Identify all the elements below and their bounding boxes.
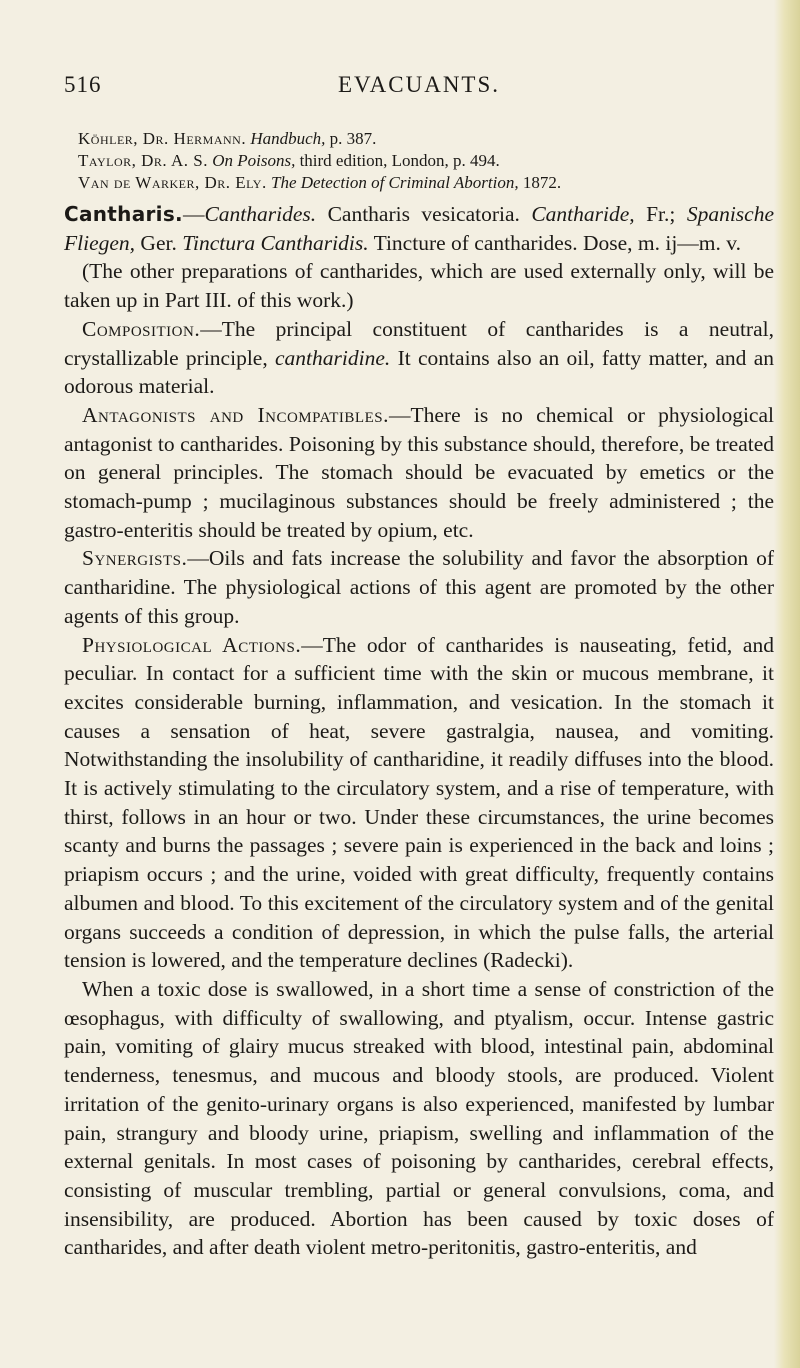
paragraph-synergists bbox=[64, 544, 774, 630]
synonym-text: Ger. bbox=[135, 230, 183, 255]
reference-author: Van de Warker, Dr. Ely. bbox=[78, 173, 267, 192]
synonym: Cantharides. bbox=[204, 202, 317, 226]
running-head: EVACUANTS. bbox=[337, 72, 501, 97]
page-number: 516 bbox=[64, 72, 102, 97]
reference-author: Taylor, Dr. A. S. bbox=[78, 151, 208, 170]
synonym: Tinctura Cantharidis. bbox=[182, 230, 369, 255]
synonym-text: Fr.; bbox=[634, 202, 687, 226]
paragraph-toxic-dose: When a toxic dose is swallowed, in a short time a sense of constriction of the œsophagus, with difficulty of swallowing, and ptyalism, occur. Intense gastric pain, vomiting of glairy mucus streaked with blood, intestinal pain, abdominal tenderness, tenesmus, and mucous and bloody stools, are produced. Violent irritation of the genito-urinary organs is also experienced, manifested by lumbar pain, strangury and bloody urine, priapism, swelling and inflammation of the external genitals. In most cases of poisoning by cantharides, cerebral effects, consisting of muscular trembling, partial or general convulsions, coma, and insensibility, are produced. Abortion has been caused by toxic doses of cantharides, and after death violent metro-peritonitis, gastro-enteritis, and bbox=[64, 976, 774, 1260]
paragraph-other-preparations: (The other preparations of cantharides, which are used externally only, will be taken up in Part III. of this work.) bbox=[64, 259, 774, 313]
reference-work: Handbuch, bbox=[250, 129, 326, 148]
paragraph-antagonists bbox=[64, 401, 774, 545]
section-heading: Composition. bbox=[82, 316, 201, 341]
reference-detail: 1872. bbox=[518, 173, 562, 192]
synonym: Cantharide, bbox=[531, 202, 635, 226]
paragraph-text: —The principal constituent of cantharides is a neutral, crystallizable principle, bbox=[64, 316, 774, 370]
paragraph-text: It contains also an oil, fatty matter, and an odorous material. bbox=[64, 345, 774, 399]
paragraph-composition bbox=[64, 315, 774, 401]
section-heading: Synergists. bbox=[82, 546, 188, 571]
reference-item bbox=[78, 150, 768, 172]
reference-detail: p. 387. bbox=[325, 129, 377, 148]
reference-item bbox=[78, 172, 768, 194]
page-header bbox=[64, 72, 774, 102]
paragraph-physiological-actions bbox=[64, 631, 774, 975]
reference-list bbox=[78, 128, 768, 194]
entry-title: Cantharis. bbox=[64, 202, 183, 226]
section-heading: Antagonists and Incompatibles. bbox=[82, 402, 389, 427]
synonym-text: Tincture of cantharides. Dose, m. ij—m. v. bbox=[368, 230, 742, 255]
paragraph-text: —Oils and fats increase the solubility and favor the absorption of cantharidine. The physiological actions of this agent are promoted by the other agents of this group. bbox=[64, 546, 774, 628]
page-edge-shadow bbox=[774, 0, 800, 1368]
paragraph-text: —The odor of cantharides is nauseating, fetid, and peculiar. In contact for a sufficient time with the skin or mucous membrane, it excites considerable burning, inflammation, and vesication. In the stomach it causes a sensation of heat, severe gastralgia, nausea, and vomiting. Notwithstanding the insolubility of cantharidine, it readily diffuses into the blood. It is actively stimulating to the circulatory system, and a rise of temperature, with thirst, follows in an hour or two. Under these circumstances, the urine becomes scanty and burns the passages ; severe pain is experienced in the back and loins ; priapism occurs ; and the urine, voided with great difficulty, frequently contains albumen and blood. To this excitement of the circulatory system and of the genital organs succeeds a condition of depression, in which the pulse falls, the arterial tension is lowered, and the temperature declines (Radecki). bbox=[64, 632, 774, 973]
reference-author: Köhler, Dr. Hermann. bbox=[78, 129, 247, 148]
entry-heading bbox=[64, 200, 774, 257]
section-heading: Physiological Actions. bbox=[82, 632, 302, 657]
article-body bbox=[64, 200, 774, 1262]
synonym-text: Cantharis vesicatoria. bbox=[316, 202, 532, 226]
paragraph-text: —There is no chemical or physiological antagonist to cantharides. Poisoning by this substance should, therefore, be treated on general principles. The stomach should be evacuated by emetics or the stomach-pump ; mucilaginous substances should be freely administered ; the gastro-enteritis should be treated by opium, etc. bbox=[64, 402, 774, 542]
reference-work: On Poisons, bbox=[212, 151, 296, 170]
reference-work: The Detection of Criminal Abortion, bbox=[270, 173, 519, 192]
entry-dash: — bbox=[182, 202, 205, 226]
reference-detail: third edition, London, p. 494. bbox=[295, 151, 500, 170]
reference-item bbox=[78, 128, 768, 150]
synonym: Spanische Fliegen, bbox=[64, 202, 774, 255]
emphasis-text: cantharidine. bbox=[275, 345, 391, 370]
